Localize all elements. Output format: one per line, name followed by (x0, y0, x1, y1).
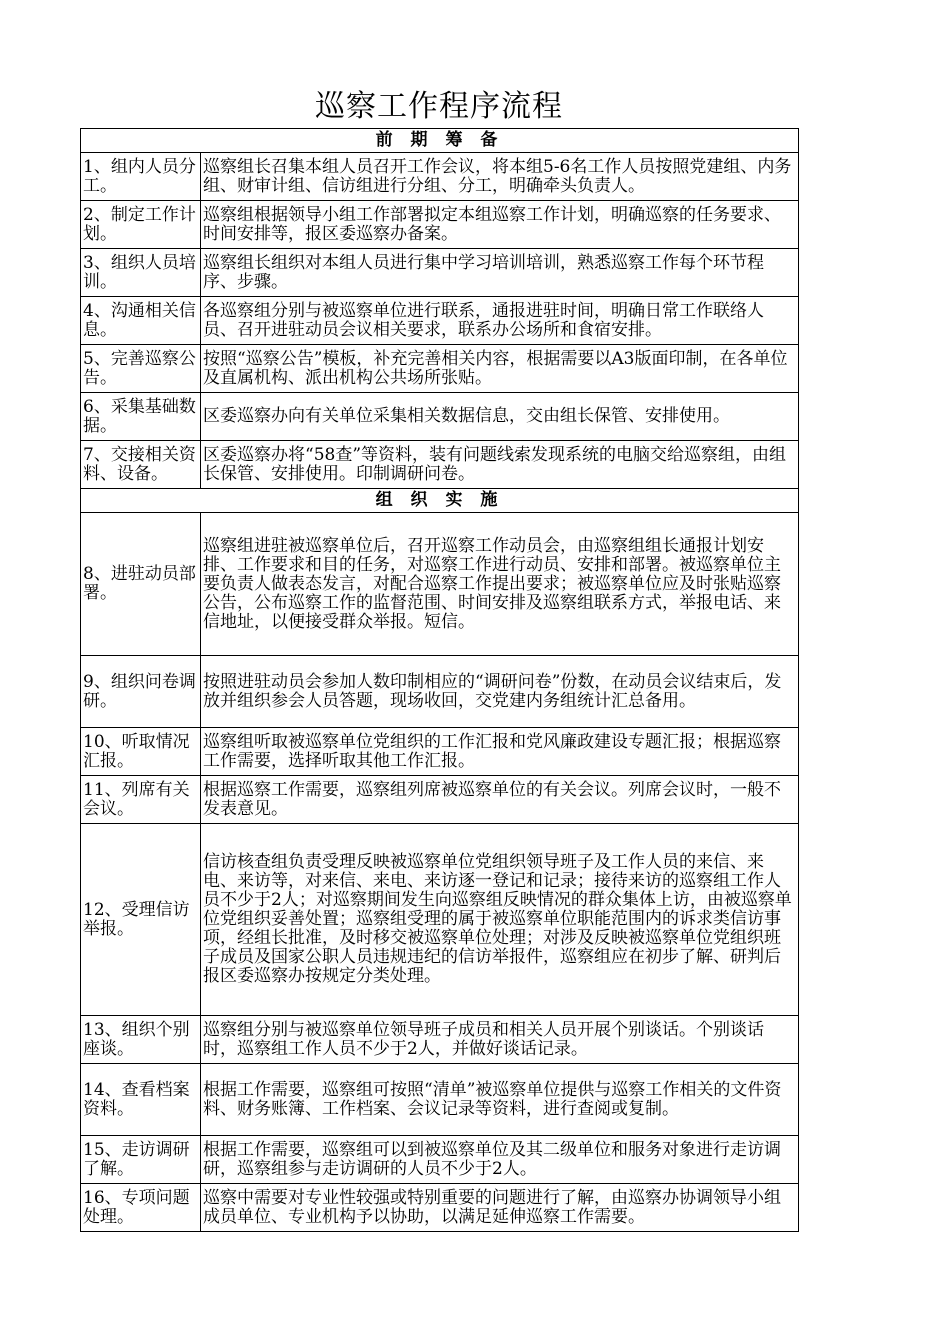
step-label: 6、采集基础数据。 (81, 393, 201, 441)
step-description: 按照进驻动员会参加人数印制相应的“调研问卷”份数，在动员会议结束后，发放并组织参会人员答题，现场收回，交党建内务组统计汇总备用。 (201, 656, 799, 728)
step-description: 区委巡察办向有关单位采集相关数据信息，交由组长保管、安排使用。 (201, 393, 799, 441)
section-heading-preparation: 前 期 筹 备 (81, 129, 799, 153)
step-label: 11、列席有关会议。 (81, 776, 201, 824)
step-label: 12、受理信访举报。 (81, 824, 201, 1016)
step-label: 13、组织个别座谈。 (81, 1016, 201, 1064)
step-description: 巡察组长召集本组人员召开工作会议，将本组5-6名工作人员按照党建组、内务组、财审计组、信访组进行分组、分工，明确牵头负责人。 (201, 153, 799, 201)
step-description: 按照“巡察公告”模板，补充完善相关内容，根据需要以A3版面印制，在各单位及直属机构、派出机构公共场所张贴。 (201, 345, 799, 393)
step-description: 根据巡察工作需要，巡察组列席被巡察单位的有关会议。列席会议时，一般不发表意见。 (201, 776, 799, 824)
procedure-table (80, 128, 799, 1232)
step-label: 2、制定工作计划。 (81, 201, 201, 249)
step-description: 巡察组听取被巡察单位党组织的工作汇报和党风廉政建设专题汇报；根据巡察工作需要，选择听取其他工作汇报。 (201, 728, 799, 776)
section-heading-implementation: 组 织 实 施 (81, 489, 799, 513)
step-label: 4、沟通相关信息。 (81, 297, 201, 345)
step-label: 9、组织问卷调研。 (81, 656, 201, 728)
step-description: 区委巡察办将“58查”等资料，装有问题线索发现系统的电脑交给巡察组，由组长保管、安排使用。印制调研问卷。 (201, 441, 799, 489)
step-label: 3、组织人员培训。 (81, 249, 201, 297)
step-description: 巡察组分别与被巡察单位领导班子成员和相关人员开展个别谈话。个别谈话时，巡察组工作人员不少于2人，并做好谈话记录。 (201, 1016, 799, 1064)
step-description: 根据工作需要，巡察组可按照“清单”被巡察单位提供与巡察工作相关的文件资料、财务账簿、工作档案、会议记录等资料，进行查阅或复制。 (201, 1064, 799, 1136)
step-description: 根据工作需要，巡察组可以到被巡察单位及其二级单位和服务对象进行走访调研，巡察组参与走访调研的人员不少于2人。 (201, 1136, 799, 1184)
step-label: 1、组内人员分工。 (81, 153, 201, 201)
step-description: 巡察组长组织对本组人员进行集中学习培训培训，熟悉巡察工作每个环节程序、步骤。 (201, 249, 799, 297)
step-label: 8、进驻动员部署。 (81, 513, 201, 656)
step-label: 5、完善巡察公告。 (81, 345, 201, 393)
step-description: 信访核查组负责受理反映被巡察单位党组织领导班子及工作人员的来信、来电、来访等，对来信、来电、来访逐一登记和记录；接待来访的巡察组工作人员不少于2人；对巡察期间发生向巡察组反映情况的群众集体上访，由被巡察单位党组织妥善处置；巡察组受理的属于被巡察单位职能范围内的诉求类信访事项，经组长批准，及时移交被巡察单位处理；对涉及反映被巡察单位党组织班子成员及国家公职人员违规违纪的信访举报件，巡察组应在初步了解、研判后报区委巡察办按规定分类处理。 (201, 824, 799, 1016)
document-title: 巡察工作程序流程 (315, 89, 563, 124)
step-label: 15、走访调研了解。 (81, 1136, 201, 1184)
step-description: 巡察中需要对专业性较强或特别重要的问题进行了解，由巡察办协调领导小组成员单位、专业机构予以协助，以满足延伸巡察工作需要。 (201, 1184, 799, 1232)
step-label: 16、专项问题处理。 (81, 1184, 201, 1232)
step-description: 巡察组进驻被巡察单位后，召开巡察工作动员会，由巡察组组长通报计划安排、工作要求和目的任务，对巡察工作进行动员、安排和部署。被巡察单位主要负责人做表态发言，对配合巡察工作提出要求；被巡察单位应及时张贴巡察公告，公布巡察工作的监督范围、时间安排及巡察组联系方式，举报电话、来信地址，以便接受群众举报。短信。 (201, 513, 799, 656)
step-label: 14、查看档案资料。 (81, 1064, 201, 1136)
step-description: 各巡察组分别与被巡察单位进行联系，通报进驻时间，明确日常工作联络人员、召开进驻动员会议相关要求，联系办公场所和食宿安排。 (201, 297, 799, 345)
step-label: 10、听取情况汇报。 (81, 728, 201, 776)
step-description: 巡察组根据领导小组工作部署拟定本组巡察工作计划，明确巡察的任务要求、时间安排等，报区委巡察办备案。 (201, 201, 799, 249)
step-label: 7、交接相关资料、设备。 (81, 441, 201, 489)
